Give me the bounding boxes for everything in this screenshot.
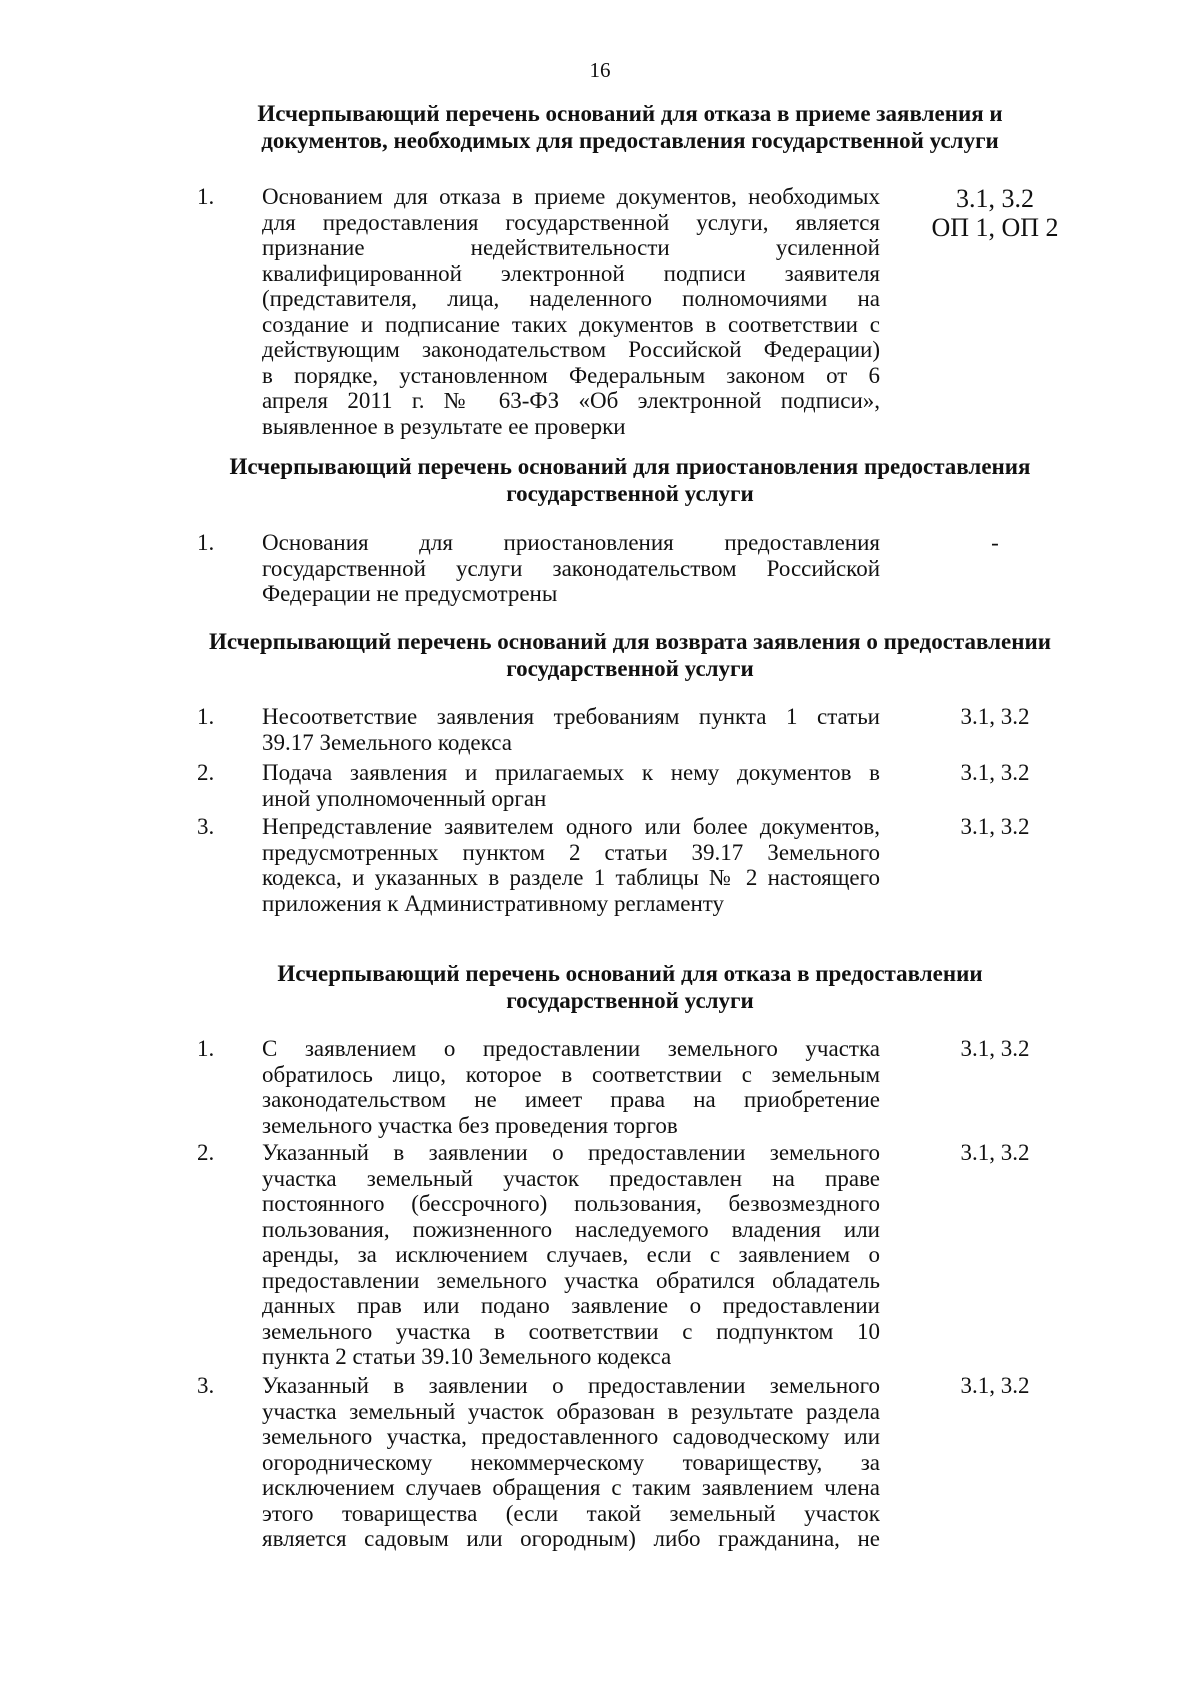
item-number: 1. xyxy=(197,184,215,209)
item-text: Подача заявления и прилагаемых к нему документов в иной уполномоченный орган xyxy=(262,760,880,811)
item-reference: 3.1, 3.2 xyxy=(960,1036,1030,1061)
item-reference: 3.1, 3.2 xyxy=(960,814,1030,839)
item-text: Несоответствие заявления требованиям пункта 1 статьи 39.17 Земельного кодекса xyxy=(262,704,880,755)
item-reference: 3.1, 3.2 ОП 1, ОП 2 xyxy=(931,184,1059,242)
item-number: 3. xyxy=(197,814,215,839)
item-text: Указанный в заявлении о предоставлении земельного участка земельный участок предоставлен на праве постоянного (бессрочного) пользования, безвозмездного пользования, пожизненного наследуемого владения или аренды, за исключением случаев, если с заявлением о предоставлении земельного участка обратился обладатель данных прав или подано заявление о предоставлении земельного участка в соответствии с подпунктом 10 пункта 2 статьи 39.10 Земельного кодекса xyxy=(262,1140,880,1369)
item-number: 2. xyxy=(197,760,215,785)
item-reference: - xyxy=(991,530,999,555)
item-number: 2. xyxy=(197,1140,215,1165)
item-number: 3. xyxy=(197,1373,215,1398)
item-text: С заявлением о предоставлении земельного участка обратилось лицо, которое в соответствии с земельным законодательством не имеет права на приобретение земельного участка без проведения торгов xyxy=(262,1036,880,1138)
item-reference: 3.1, 3.2 xyxy=(960,1140,1030,1165)
item-text: Указанный в заявлении о предоставлении земельного участка земельный участок образован в результате раздела земельного участка, предоставленного садоводческому или огородническому некоммерческому товариществу, за исключением случаев обращения с таким заявлением члена этого товарищества (если такой земельный участок является садовым или огородным) либо гражданина, не xyxy=(262,1373,880,1551)
section-heading-return: Исчерпывающий перечень оснований для возврата заявления о предоставлении государственной услуги xyxy=(209,629,1051,681)
item-reference: 3.1, 3.2 xyxy=(960,704,1030,729)
item-reference: 3.1, 3.2 xyxy=(960,760,1030,785)
item-number: 1. xyxy=(197,704,215,729)
section-heading-refusal-provision: Исчерпывающий перечень оснований для отказа в предоставлении государственной услуги xyxy=(277,961,983,1013)
item-text: Основания для приостановления предоставления государственной услуги законодательством Российской Федерации не предусмотрены xyxy=(262,530,880,606)
section-heading-refusal-acceptance: Исчерпывающий перечень оснований для отказа в приеме заявления и документов, необходимых для предоставления государственной услуги xyxy=(257,101,1003,153)
item-text: Основанием для отказа в приеме документов, необходимых для предоставления государственной услуги, является признание недействительности усиленной квалифицированной электронной подписи заявителя (представителя, лица, наделенного полномочиями на создание и подписание таких документов в соответствии с действующим законодательством Российской Федерации) в порядке, установленном Федеральным законом от 6 апреля 2011 г. № 63-ФЗ «Об электронной подписи», выявленное в результате ее проверки xyxy=(262,184,880,439)
item-number: 1. xyxy=(197,530,215,555)
section-heading-suspension: Исчерпывающий перечень оснований для приостановления предоставления государственной услуги xyxy=(229,454,1031,506)
item-number: 1. xyxy=(197,1036,215,1061)
item-text: Непредставление заявителем одного или более документов, предусмотренных пунктом 2 статьи 39.17 Земельного кодекса, и указанных в разделе 1 таблицы № 2 настоящего приложения к Административному регламенту xyxy=(262,814,880,916)
item-reference: 3.1, 3.2 xyxy=(960,1373,1030,1398)
page-number: 16 xyxy=(589,58,611,82)
